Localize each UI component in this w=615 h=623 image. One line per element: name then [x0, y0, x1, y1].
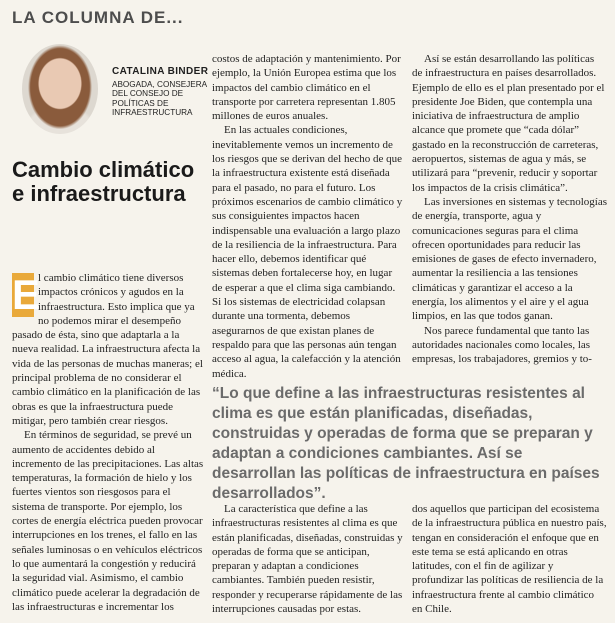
author-photo [22, 44, 98, 134]
pull-quote: “Lo que define a las infraestructuras resistentes al clima es que están planificadas, diseñadas, construidas y operadas de forma que se preparan y adaptan a condiciones cambiantes. Así se desarrollan las políticas de infraestructura en países desarrollados”. [212, 385, 600, 502]
col2b-paragraph-1: La característica que define a las infraestructuras resistentes al clima es que están planificadas, diseñadas, construidas y operadas de forma que se anticipan, preparan y adaptan a condiciones cambiantes. También pueden resistir, responder y recuperarse rápidamente de las interrupciones causadas por estas. [212, 503, 403, 616]
col3b-paragraph-1: dos aquellos que participan del ecosistema de la infraestructura pública en nuestro país, tengan en consideración el enfoque que en este tema se está aplicando en otras latitudes, con el fin de agilizar y profundizar las políticas de resiliencia de la infraestructura frente al cambio climático en Chile. [412, 503, 607, 616]
drop-cap: E [12, 271, 41, 318]
author-role: ABOGADA, CONSEJERA DEL CONSEJO DE POLÍTICAS DE INFRAESTRUCTURA [112, 80, 207, 117]
col2-paragraph-1: costos de adaptación y mantenimiento. Por ejemplo, la Unión Europea estima que los impactos del cambio climático en el transporte por carretera representan 1.805 millones de euros anuales. [212, 53, 401, 123]
col3-paragraph-3: Nos parece fundamental que tanto las autoridades nacionales como locales, las empresas, los trabajadores, gremios y to- [412, 324, 592, 366]
col3-paragraph-2: Las inversiones en sistemas y tecnologías de energía, transporte, agua y comunicaciones seguras para el clima ofrecen oportunidades para reducir las emisiones de gases de efecto invernadero, aumentar la resiliencia a las tensiones climáticas y garantizar el acceso a la energía, los alimentos y el aire y el agua limpios, en las que todos ganan. [412, 195, 607, 323]
article-headline: Cambio climático e infraestructura [12, 157, 195, 206]
column-3 [412, 52, 607, 367]
column-3-bottom [412, 502, 607, 616]
col3-paragraph-1: Así se están desarrollando las políticas de infraestructura en países desarrollados. Ejemplo de ello es el plan presentado por el presidente Joe Biden, que contempla una iniciativa de infraestructura de amplio alcance que promete que “cada dólar” gastado en la reconstrucción de carreteras, aeropuertos, sistemas de agua y más, se utilizará para “prevenir, reducir y soportar los impactos de la crisis climática”. [412, 53, 605, 194]
column-1 [12, 271, 204, 614]
column-2-bottom [212, 502, 404, 616]
section-label: LA COLUMNA DE... [12, 8, 184, 27]
author-name: CATALINA BINDER [112, 66, 209, 77]
column-2 [212, 52, 404, 381]
col1-paragraph-1: E l cambio climático tiene diversos impactos crónicos y agudos en la infraestructura. Esto implica que ya no podemos mirar el desempeño pasado de ésta, sino que adaptarla a la nueva realidad. La infraestructura afecta la vida de las personas de muchas maneras; el principal problema de no considerar el cambio climático en la planificación de las obras es que la infraestructura puede mitigar, pero también crear riesgos. [12, 271, 203, 427]
col1-paragraph-2: En términos de seguridad, se prevé un aumento de accidentes debido al incremento de las precipitaciones. Las altas temperaturas, la formación de hielo y los fuertes vientos son riesgosos para el sistema de transporte. Por ejemplo, los cortes de energía eléctrica pueden provocar interrupciones en los trenes, el fallo en las señales luminosas o en vehículos eléctricos lo que aumentará la congestión y reducirá la seguridad vial. Asimismo, el cambio climático puede acelerar la degradación de las infraestructuras e incrementar los [12, 429, 204, 613]
col2-paragraph-2: En las actuales condiciones, inevitablemente vemos un incremento de los riesgos que se derivan del hecho de que la infraestructura existente está diseñada para el pasado, no para el futuro. Los próximos escenarios de cambio climático y sus consiguientes impactos hacen indispensable una evaluación a largo plazo de la resiliencia de la infraestructura. Para hacer ello, debemos identificar qué sistemas deben fortalecerse hoy, en lugar de esperar a que el clima siga cambiando. Si los sistemas de electricidad colapsan durante una tormenta, debemos asegurarnos de que existan planes de respaldo para que las personas aún tengan acceso al agua, la calefacción y la atención médica. [212, 124, 403, 380]
